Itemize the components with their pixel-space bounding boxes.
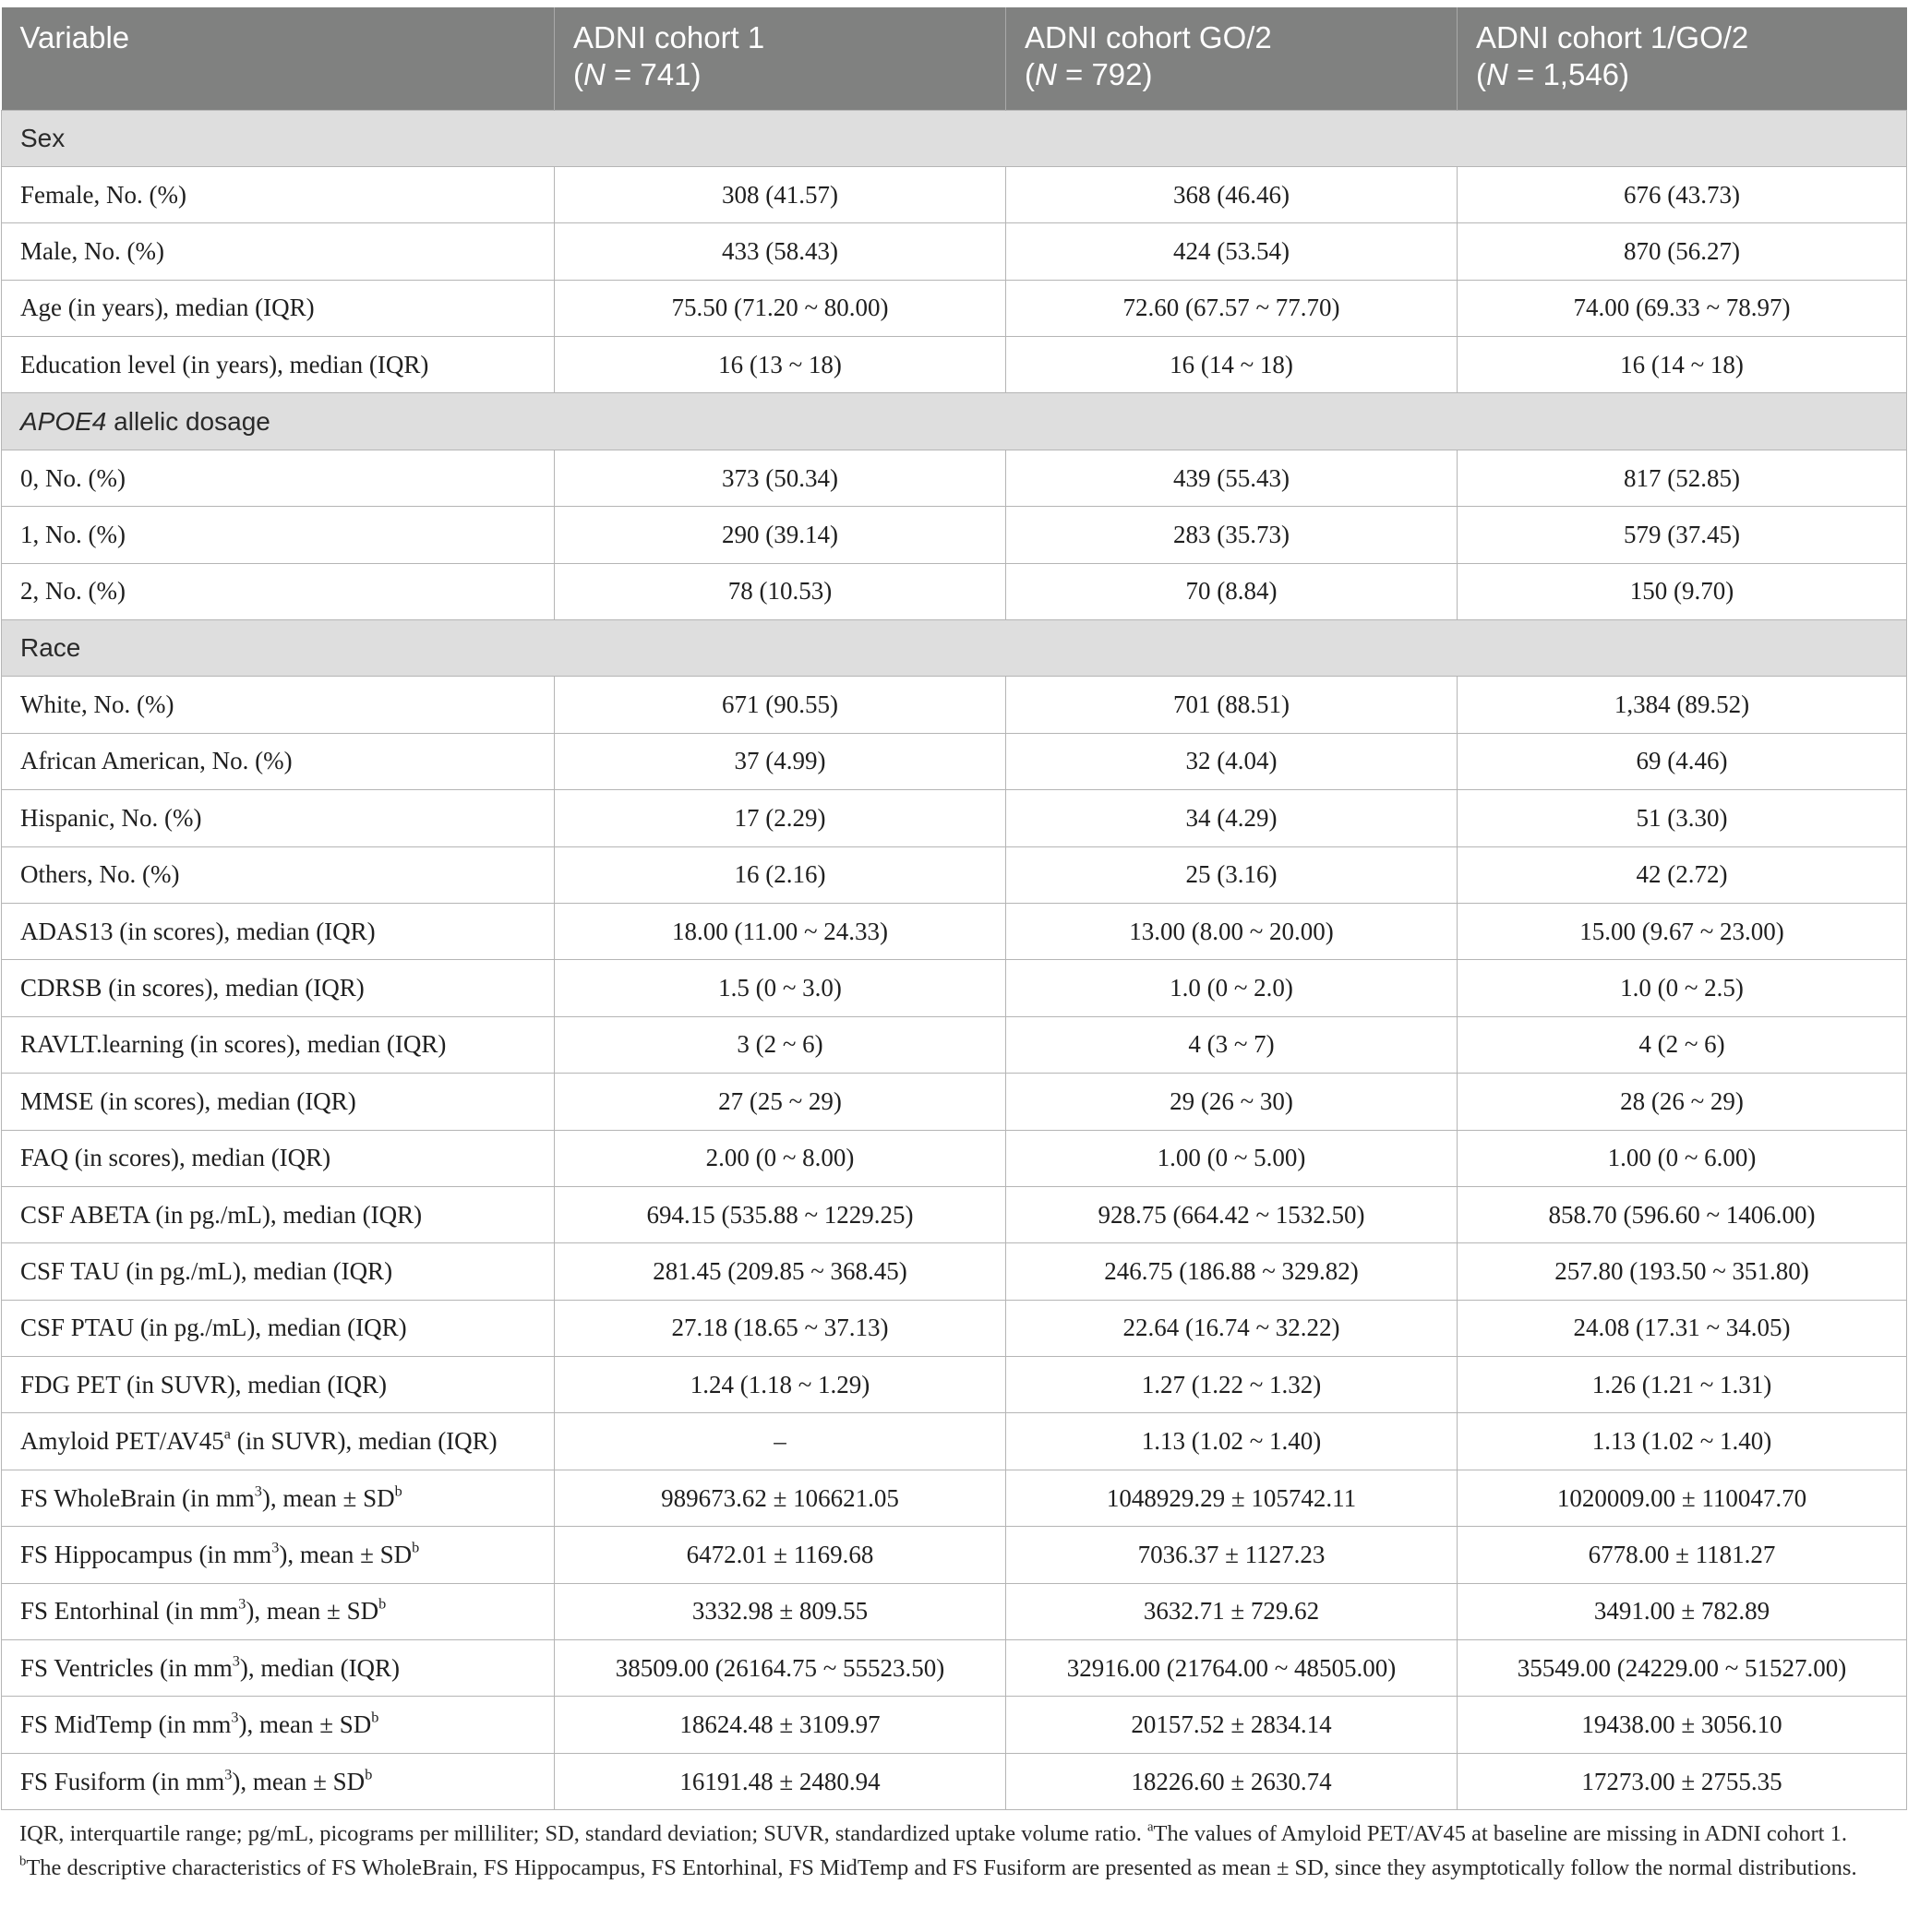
table-row: [2, 1016, 1907, 1073]
n-label: N: [1486, 57, 1508, 91]
cell-cohort-1: 3 (2 ~ 6): [555, 1016, 1006, 1073]
cell-cohort-all: 42 (2.72): [1458, 846, 1907, 903]
label-part: ), mean ± SD: [232, 1767, 366, 1795]
table-row: [2, 507, 1907, 563]
header-cohort-all: ADNI cohort 1/GO/2 (N = 1,546): [1458, 7, 1907, 110]
label-part: FS MidTemp (in mm: [20, 1710, 232, 1739]
table-row: [2, 903, 1907, 959]
row-label: CSF ABETA (in pg./mL), median (IQR): [2, 1186, 555, 1242]
header-row: [2, 7, 1907, 110]
cell-cohort-1: 18624.48 ± 3109.97: [555, 1697, 1006, 1753]
table-row: [2, 733, 1907, 789]
cell-cohort-all: 150 (9.70): [1458, 563, 1907, 619]
cell-cohort-all: 1.00 (0 ~ 6.00): [1458, 1130, 1907, 1186]
baseline-characteristics-table: [1, 7, 1907, 1810]
header-cohort-go2: ADNI cohort GO/2 (N = 792): [1006, 7, 1458, 110]
table-row: [2, 1130, 1907, 1186]
cohort-name: ADNI cohort 1/GO/2: [1476, 20, 1749, 54]
row-label: [2, 1753, 555, 1809]
cell-cohort-go2: 13.00 (8.00 ~ 20.00): [1006, 903, 1458, 959]
cell-cohort-1: 1.24 (1.18 ~ 1.29): [555, 1357, 1006, 1413]
unit-exponent: 3: [224, 1766, 233, 1783]
row-label: Age (in years), median (IQR): [2, 280, 555, 336]
cell-cohort-all: 15.00 (9.67 ~ 23.00): [1458, 903, 1907, 959]
section-row-race: [2, 620, 1907, 677]
section-label-rest: allelic dosage: [106, 406, 270, 436]
cell-cohort-all: 19438.00 ± 3056.10: [1458, 1697, 1907, 1753]
table-row: [2, 1243, 1907, 1300]
row-label: MMSE (in scores), median (IQR): [2, 1074, 555, 1130]
table-row: [2, 450, 1907, 506]
cell-cohort-1: 16191.48 ± 2480.94: [555, 1753, 1006, 1809]
row-label: [2, 1583, 555, 1639]
row-label: CSF PTAU (in pg./mL), median (IQR): [2, 1300, 555, 1356]
row-label: [2, 1697, 555, 1753]
table-row: [2, 1300, 1907, 1356]
cell-cohort-go2: 283 (35.73): [1006, 507, 1458, 563]
label-part: FS Entorhinal (in mm: [20, 1597, 239, 1626]
row-label: RAVLT.learning (in scores), median (IQR): [2, 1016, 555, 1073]
cell-cohort-go2: 701 (88.51): [1006, 677, 1458, 733]
n-value: = 1,546): [1507, 57, 1630, 91]
cell-cohort-1: 373 (50.34): [555, 450, 1006, 506]
table-row: [2, 790, 1907, 846]
row-label: 1, No. (%): [2, 507, 555, 563]
cell-cohort-go2: 20157.52 ± 2834.14: [1006, 1697, 1458, 1753]
cell-cohort-all: 1,384 (89.52): [1458, 677, 1907, 733]
cell-cohort-go2: 424 (53.54): [1006, 223, 1458, 280]
cell-cohort-1: 671 (90.55): [555, 677, 1006, 733]
row-label: Education level (in years), median (IQR): [2, 337, 555, 393]
cell-cohort-all: 69 (4.46): [1458, 733, 1907, 789]
table-row: [2, 280, 1907, 336]
footnote-marker: b: [371, 1709, 379, 1726]
cell-cohort-1: 308 (41.57): [555, 166, 1006, 222]
cell-cohort-1: 17 (2.29): [555, 790, 1006, 846]
section-label: Sex: [2, 110, 1907, 166]
cell-cohort-1: 37 (4.99): [555, 733, 1006, 789]
cell-cohort-all: 17273.00 ± 2755.35: [1458, 1753, 1907, 1809]
footnote-marker: a: [223, 1425, 231, 1443]
cell-cohort-all: 74.00 (69.33 ~ 78.97): [1458, 280, 1907, 336]
label-part: ), mean ± SD: [246, 1597, 379, 1626]
table-row: [2, 846, 1907, 903]
cell-cohort-go2: 16 (14 ~ 18): [1006, 337, 1458, 393]
cell-cohort-all: 1.26 (1.21 ~ 1.31): [1458, 1357, 1907, 1413]
label-part: ), mean ± SD: [238, 1710, 372, 1739]
table-row: [2, 1583, 1907, 1639]
cell-cohort-go2: 70 (8.84): [1006, 563, 1458, 619]
footnote-part: IQR, interquartile range; pg/mL, picograms per milliliter; SD, standard deviation; SUVR, standardized uptake volume ratio.: [19, 1821, 1147, 1846]
cell-cohort-all: 1020009.00 ± 110047.70: [1458, 1470, 1907, 1526]
cell-cohort-go2: 72.60 (67.57 ~ 77.70): [1006, 280, 1458, 336]
table-row: [2, 1357, 1907, 1413]
label-part: (in SUVR), median (IQR): [230, 1427, 498, 1456]
footnote-marker: b: [365, 1766, 373, 1783]
cell-cohort-go2: 246.75 (186.88 ~ 329.82): [1006, 1243, 1458, 1300]
row-label: African American, No. (%): [2, 733, 555, 789]
table-row: [2, 677, 1907, 733]
label-part: FS Fusiform (in mm: [20, 1767, 225, 1795]
row-label: Male, No. (%): [2, 223, 555, 280]
table-row: [2, 223, 1907, 280]
row-label: CDRSB (in scores), median (IQR): [2, 960, 555, 1016]
cell-cohort-go2: 29 (26 ~ 30): [1006, 1074, 1458, 1130]
cell-cohort-go2: 1.27 (1.22 ~ 1.32): [1006, 1357, 1458, 1413]
row-label: CSF TAU (in pg./mL), median (IQR): [2, 1243, 555, 1300]
cell-cohort-all: 28 (26 ~ 29): [1458, 1074, 1907, 1130]
cell-cohort-all: 858.70 (596.60 ~ 1406.00): [1458, 1186, 1907, 1242]
cell-cohort-go2: 22.64 (16.74 ~ 32.22): [1006, 1300, 1458, 1356]
cell-cohort-1: 38509.00 (26164.75 ~ 55523.50): [555, 1640, 1006, 1697]
cell-cohort-go2: 32 (4.04): [1006, 733, 1458, 789]
cell-cohort-1: 78 (10.53): [555, 563, 1006, 619]
cell-cohort-go2: 18226.60 ± 2630.74: [1006, 1753, 1458, 1809]
cell-cohort-go2: 368 (46.46): [1006, 166, 1458, 222]
cell-cohort-1: 2.00 (0 ~ 8.00): [555, 1130, 1006, 1186]
cell-cohort-1: –: [555, 1413, 1006, 1470]
unit-exponent: 3: [238, 1596, 246, 1614]
table-row: [2, 1753, 1907, 1809]
label-part: FS WholeBrain (in mm: [20, 1483, 255, 1512]
footnote-marker: b: [412, 1539, 420, 1556]
section-row-apoe4: [2, 393, 1907, 450]
label-part: ), mean ± SD: [279, 1540, 413, 1568]
cell-cohort-go2: 1.0 (0 ~ 2.0): [1006, 960, 1458, 1016]
n-label: N: [583, 57, 606, 91]
footnote-part: The values of Amyloid PET/AV45 at baseline are missing in ADNI cohort 1.: [1153, 1821, 1847, 1846]
cell-cohort-all: 24.08 (17.31 ~ 34.05): [1458, 1300, 1907, 1356]
cell-cohort-1: 3332.98 ± 809.55: [555, 1583, 1006, 1639]
cell-cohort-1: 27.18 (18.65 ~ 37.13): [555, 1300, 1006, 1356]
cell-cohort-1: 16 (13 ~ 18): [555, 337, 1006, 393]
gene-name: APOE4: [20, 406, 107, 436]
table-header: [2, 7, 1907, 110]
section-row-sex: [2, 110, 1907, 166]
cell-cohort-go2: 1.13 (1.02 ~ 1.40): [1006, 1413, 1458, 1470]
cell-cohort-go2: 1048929.29 ± 105742.11: [1006, 1470, 1458, 1526]
unit-exponent: 3: [254, 1482, 262, 1500]
label-part: FS Hippocampus (in mm: [20, 1540, 272, 1568]
n-value: = 741): [605, 57, 702, 91]
cohort-name: ADNI cohort GO/2: [1025, 20, 1272, 54]
cell-cohort-1: 989673.62 ± 106621.05: [555, 1470, 1006, 1526]
n-label: N: [1035, 57, 1057, 91]
table-row: [2, 1074, 1907, 1130]
row-label: [2, 1413, 555, 1470]
n-value: = 792): [1056, 57, 1153, 91]
cell-cohort-1: 1.5 (0 ~ 3.0): [555, 960, 1006, 1016]
cell-cohort-1: 281.45 (209.85 ~ 368.45): [555, 1243, 1006, 1300]
section-label: [2, 393, 1907, 450]
section-label: Race: [2, 620, 1907, 677]
cell-cohort-go2: 928.75 (664.42 ~ 1532.50): [1006, 1186, 1458, 1242]
row-label: Others, No. (%): [2, 846, 555, 903]
unit-exponent: 3: [232, 1652, 240, 1670]
label-part: Amyloid PET/AV45: [20, 1427, 224, 1456]
label-part: FS Ventricles (in mm: [20, 1653, 233, 1682]
table-row: [2, 1640, 1907, 1697]
table-row: [2, 1470, 1907, 1526]
row-label: Female, No. (%): [2, 166, 555, 222]
row-label: 0, No. (%): [2, 450, 555, 506]
row-label: [2, 1527, 555, 1583]
unit-exponent: 3: [271, 1539, 280, 1556]
cell-cohort-go2: 3632.71 ± 729.62: [1006, 1583, 1458, 1639]
cell-cohort-go2: 7036.37 ± 1127.23: [1006, 1527, 1458, 1583]
row-label: FAQ (in scores), median (IQR): [2, 1130, 555, 1186]
cell-cohort-go2: 1.00 (0 ~ 5.00): [1006, 1130, 1458, 1186]
table-row: [2, 166, 1907, 222]
table-row: [2, 563, 1907, 619]
row-label: Hispanic, No. (%): [2, 790, 555, 846]
cell-cohort-1: 27 (25 ~ 29): [555, 1074, 1006, 1130]
unit-exponent: 3: [231, 1709, 239, 1726]
cell-cohort-all: 579 (37.45): [1458, 507, 1907, 563]
cell-cohort-all: 870 (56.27): [1458, 223, 1907, 280]
cohort-name: ADNI cohort 1: [573, 20, 765, 54]
cell-cohort-1: 75.50 (71.20 ~ 80.00): [555, 280, 1006, 336]
label-part: ), median (IQR): [239, 1653, 401, 1682]
cell-cohort-all: 1.0 (0 ~ 2.5): [1458, 960, 1907, 1016]
footnote-marker: b: [378, 1596, 387, 1614]
footnote-part: The descriptive characteristics of FS WholeBrain, FS Hippocampus, FS Entorhinal, FS MidTemp and FS Fusiform are presented as mean ± SD, since they asymptotically follow the normal distributions.: [26, 1855, 1857, 1880]
table-row: [2, 1697, 1907, 1753]
cell-cohort-go2: 34 (4.29): [1006, 790, 1458, 846]
table-footnote: [19, 1817, 1893, 1885]
row-label: ADAS13 (in scores), median (IQR): [2, 903, 555, 959]
header-variable: Variable: [2, 7, 555, 110]
cell-cohort-go2: 32916.00 (21764.00 ~ 48505.00): [1006, 1640, 1458, 1697]
cell-cohort-1: 16 (2.16): [555, 846, 1006, 903]
footnote-marker: b: [19, 1854, 27, 1869]
row-label: [2, 1640, 555, 1697]
cell-cohort-all: 6778.00 ± 1181.27: [1458, 1527, 1907, 1583]
cell-cohort-all: 4 (2 ~ 6): [1458, 1016, 1907, 1073]
table-body: [2, 110, 1907, 1810]
cell-cohort-go2: 439 (55.43): [1006, 450, 1458, 506]
cell-cohort-1: 6472.01 ± 1169.68: [555, 1527, 1006, 1583]
footnote-marker: b: [394, 1482, 402, 1500]
table-row: [2, 337, 1907, 393]
cell-cohort-all: 257.80 (193.50 ~ 351.80): [1458, 1243, 1907, 1300]
cell-cohort-all: 35549.00 (24229.00 ~ 51527.00): [1458, 1640, 1907, 1697]
header-cohort-1: ADNI cohort 1 (N = 741): [555, 7, 1006, 110]
cell-cohort-1: 18.00 (11.00 ~ 24.33): [555, 903, 1006, 959]
footnote-marker: a: [1147, 1819, 1154, 1835]
cell-cohort-all: 817 (52.85): [1458, 450, 1907, 506]
row-label: FDG PET (in SUVR), median (IQR): [2, 1357, 555, 1413]
table-row: [2, 1413, 1907, 1470]
cell-cohort-all: 3491.00 ± 782.89: [1458, 1583, 1907, 1639]
cell-cohort-all: 16 (14 ~ 18): [1458, 337, 1907, 393]
cell-cohort-all: 1.13 (1.02 ~ 1.40): [1458, 1413, 1907, 1470]
row-label: [2, 1470, 555, 1526]
cell-cohort-1: 290 (39.14): [555, 507, 1006, 563]
cell-cohort-1: 694.15 (535.88 ~ 1229.25): [555, 1186, 1006, 1242]
row-label: 2, No. (%): [2, 563, 555, 619]
label-part: ), mean ± SD: [261, 1483, 395, 1512]
cell-cohort-go2: 4 (3 ~ 7): [1006, 1016, 1458, 1073]
table-row: [2, 1186, 1907, 1242]
cell-cohort-1: 433 (58.43): [555, 223, 1006, 280]
table-row: [2, 960, 1907, 1016]
cell-cohort-go2: 25 (3.16): [1006, 846, 1458, 903]
row-label: White, No. (%): [2, 677, 555, 733]
cell-cohort-all: 51 (3.30): [1458, 790, 1907, 846]
table-row: [2, 1527, 1907, 1583]
cell-cohort-all: 676 (43.73): [1458, 166, 1907, 222]
